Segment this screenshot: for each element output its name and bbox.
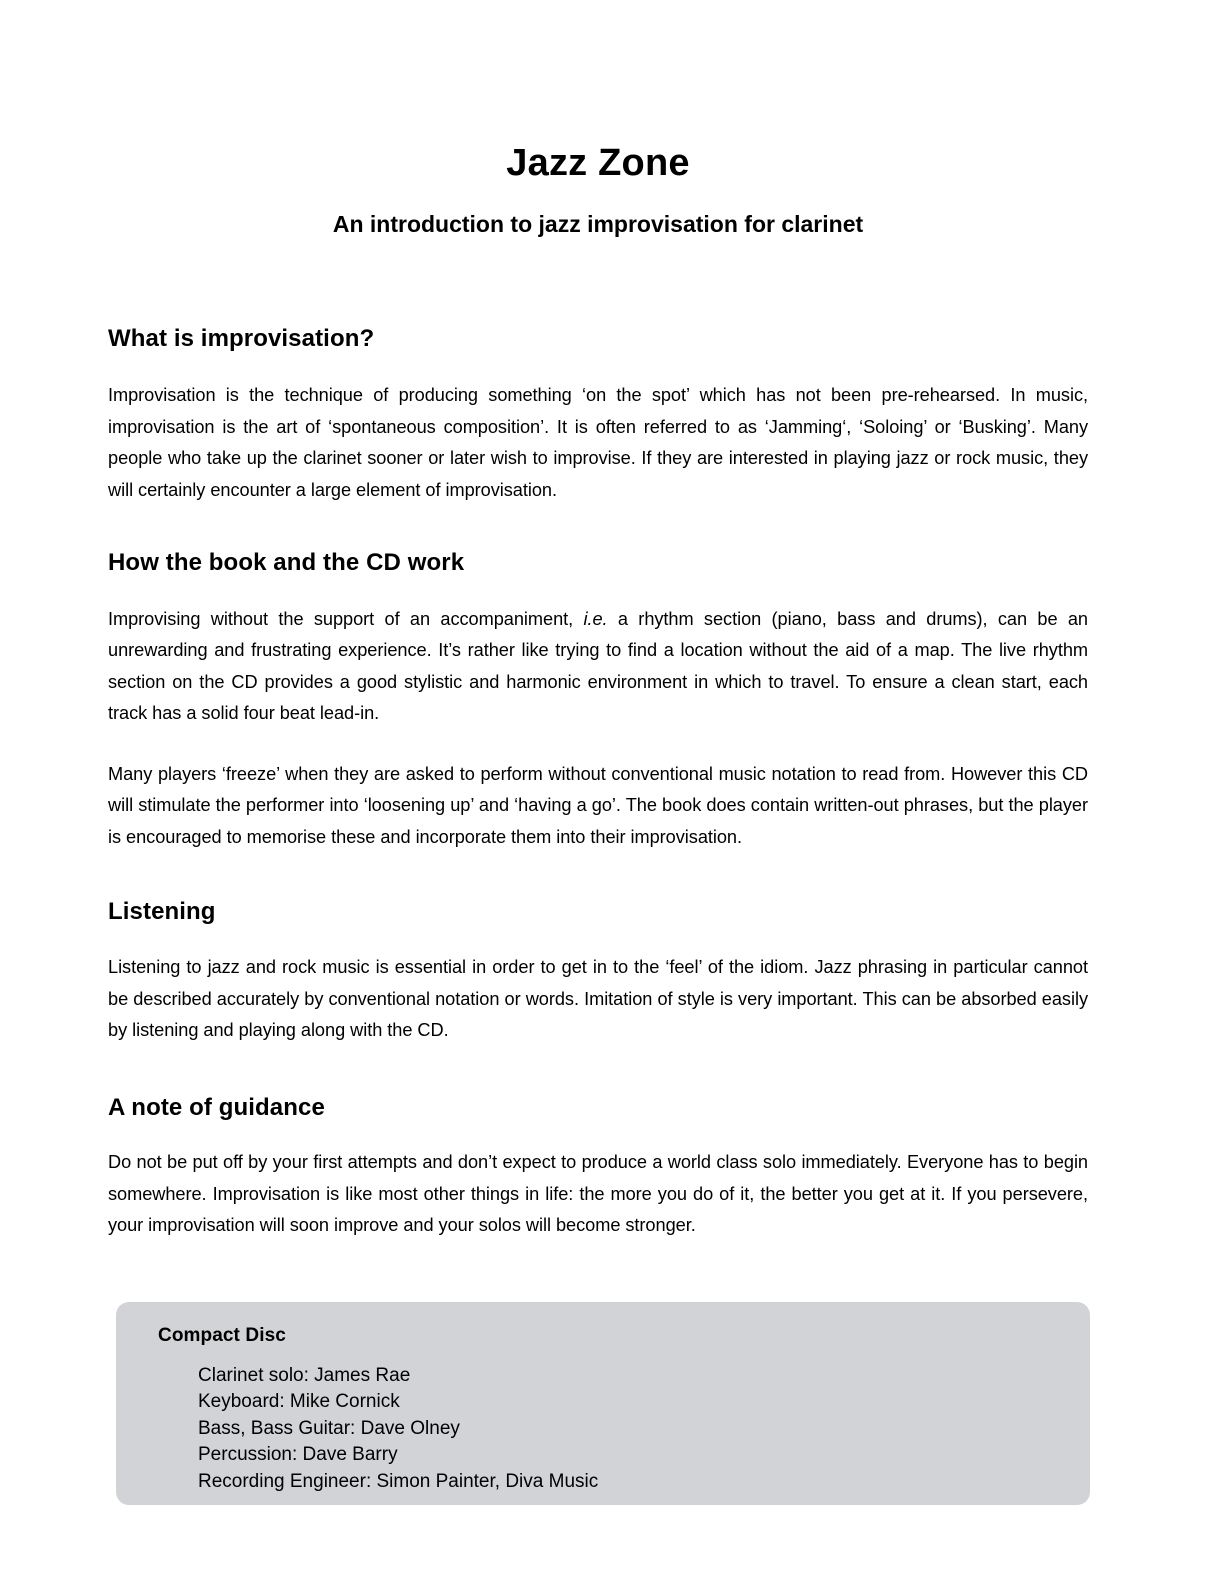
paragraph-freeze-players: Many players ‘freeze’ when they are asked to perform without conventional music notation to read from. However this CD will stimulate the performer into ‘loosening up’ and ‘having a go’. The book does contain written-out phrases, but the player is encouraged to memorise these and incorporate them into their improvisation.	[108, 763, 1088, 847]
list-item: Percussion: Dave Barry	[198, 1444, 398, 1466]
compact-disc-credits-box	[116, 1302, 1090, 1505]
section-how-the-book-and-cd-work	[108, 549, 1088, 853]
section-a-note-of-guidance	[108, 1094, 1088, 1242]
paragraph-listening: Listening to jazz and rock music is essential in order to get in to the ‘feel’ of the idiom. Jazz phrasing in particular cannot be described accurately by conventional notation or words. Imitation of style is very important. This can be absorbed easily by listening and playing along with the CD.	[108, 957, 1088, 1041]
paragraph-accompaniment	[108, 604, 1088, 730]
section-heading-listening: Listening	[108, 898, 216, 926]
compact-disc-credits-list	[158, 1348, 1090, 1496]
section-heading-a-note-of-guidance: A note of guidance	[108, 1093, 325, 1121]
list-item: Keyboard: Mike Cornick	[198, 1391, 400, 1413]
list-item: Recording Engineer: Simon Painter, Diva Music	[198, 1470, 599, 1492]
document-content	[108, 0, 1088, 1242]
paragraph-guidance: Do not be put off by your first attempts and don’t expect to produce a world class solo immediately. Everyone has to begin somewhere. Improvisation is like most other things in life: the more you do of it, the better you get at it. If you persevere, your improvisation will soon improve and your solos will become stronger.	[108, 1152, 1088, 1236]
section-what-is-improvisation	[108, 325, 1088, 506]
section-listening	[108, 898, 1088, 1046]
compact-disc-heading: Compact Disc	[158, 1325, 286, 1346]
list-item: Clarinet solo: James Rae	[198, 1364, 411, 1386]
paragraph-improvisation-definition: Improvisation is the technique of producing something ‘on the spot’ which has not been pre-rehearsed. In music, improvisation is the art of ‘spontaneous composition’. It is often referred to as ‘Jamming‘, ‘Soloing’ or ‘Busking’. Many people who take up the clarinet sooner or later wish to improvise. If they are interested in playing jazz or rock music, they will certainly encounter a large element of improvisation.	[108, 385, 1088, 500]
section-heading-what-is-improvisation: What is improvisation?	[108, 325, 375, 353]
list-item: Bass, Bass Guitar: Dave Olney	[198, 1417, 460, 1439]
paragraph-accompaniment-text-after: a rhythm section (piano, bass and drums), can be an unrewarding and frustrating experience. It’s rather like trying to find a location without the aid of a map. The live rhythm section on the CD provides a good stylistic and harmonic environment in which to travel. To ensure a clean start, each track has a solid four beat lead-in.	[108, 608, 1088, 724]
section-heading-how-the-book-and-cd-work: How the book and the CD work	[108, 549, 465, 577]
paragraph-accompaniment-text-before: Improvising without the support of an accompaniment,	[108, 608, 584, 629]
paragraph-accompaniment-italic-ie: i.e.	[583, 608, 608, 629]
page-title: Jazz Zone	[506, 142, 690, 184]
page-subtitle: An introduction to jazz improvisation for clarinet	[332, 210, 864, 237]
